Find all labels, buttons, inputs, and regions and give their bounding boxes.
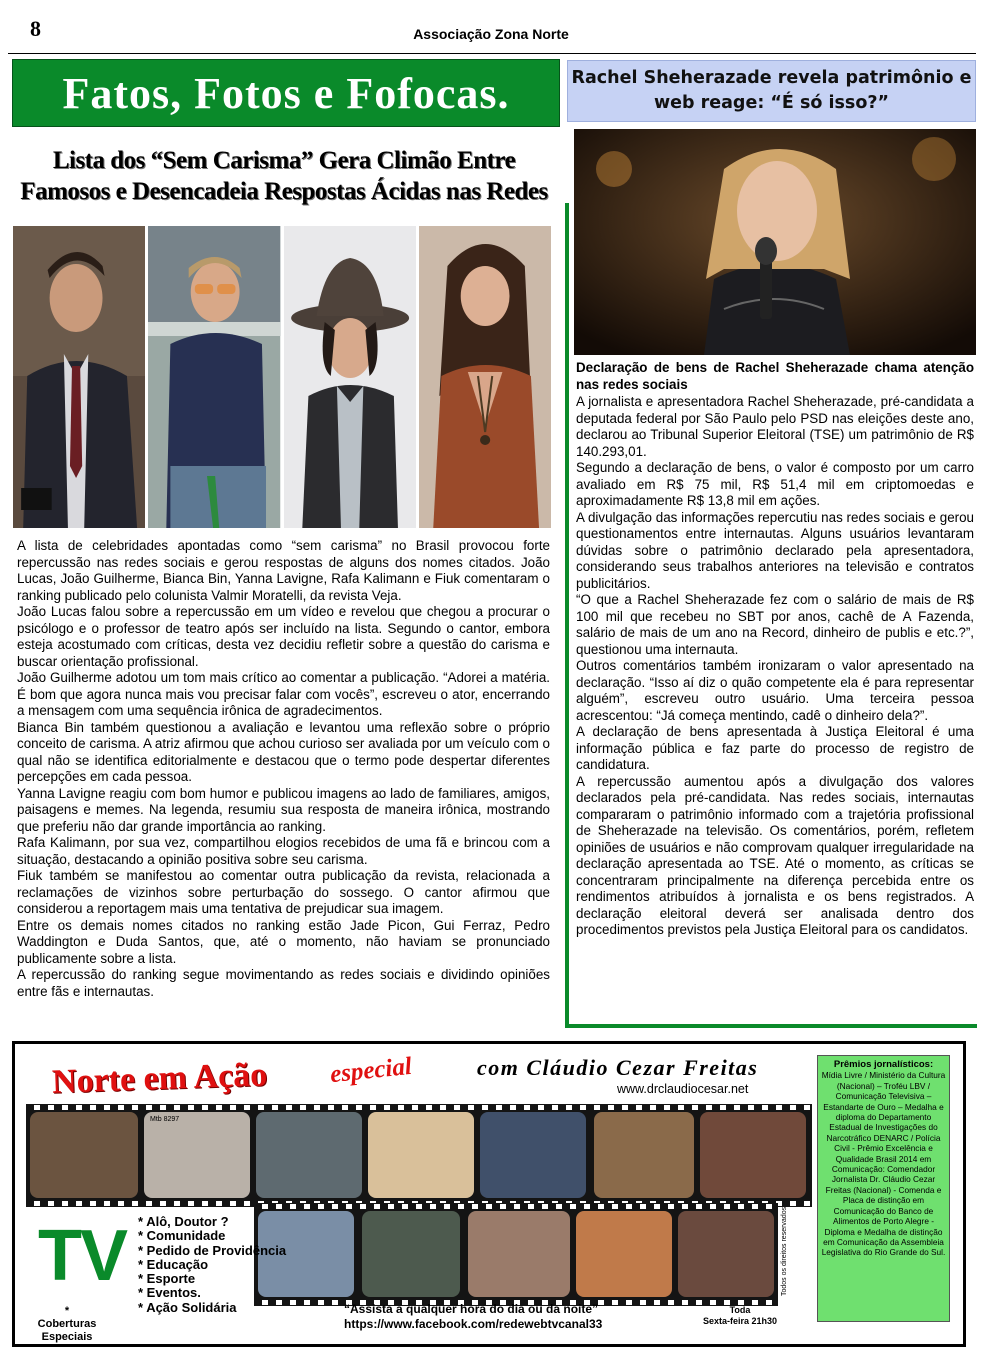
film-strip-top <box>26 1104 812 1207</box>
photo-man-suit <box>13 226 145 528</box>
thumbnail-photo <box>468 1211 570 1297</box>
thumbnail-photo <box>678 1211 774 1297</box>
program-item: * Comunidade <box>138 1228 226 1244</box>
program-item: * Pedido de Providência <box>138 1242 287 1258</box>
left-paragraph: João Lucas falou sobre a repercussão em um vídeo e revelou que chegou a procurar o psicólogo e o professor de teatro após ser incluído na lista. Segundo o cantor, embora esteja acostumado com críticas, desta vez decidiu refletir sobre a questão do carisma e buscar orientação profissional. <box>17 604 550 669</box>
thumbnail-photo <box>30 1112 138 1198</box>
ad-host: com Cláudio Cezar Freitas <box>477 1055 759 1080</box>
publication-name: Associação Zona Norte <box>413 26 569 42</box>
prizes-box <box>817 1055 950 1322</box>
right-title-box <box>567 60 976 122</box>
tv-logo: TV <box>38 1216 127 1296</box>
left-headline: Lista dos “Sem Carisma” Gera Climão Entre Famosos e Desencadeia Respostas Ácidas nas Redes <box>20 147 548 205</box>
film-strip-bottom <box>254 1203 778 1306</box>
left-paragraph: Fiuk também se manifestou ao comentar outra publicação da revista, relacionada a reclamações de vizinhos sobre perturbação do sossego. O cantor afirmou que considerou a reportagem mais uma tentativa de prejudicar sua imagem. <box>17 868 550 916</box>
thumbnail-photo <box>256 1112 362 1198</box>
photo-woman <box>419 226 551 528</box>
green-frame-horizontal <box>565 1024 977 1028</box>
program-list <box>138 1215 286 1315</box>
thumbnail-photo <box>144 1112 250 1198</box>
program-item: * Eventos. <box>138 1285 201 1301</box>
right-paragraph: Segundo a declaração de bens, o valor é composto por um carro avaliado em R$ 75 mil, R$ 51,4 mil em criptomoedas e aproximadamente R$ 13,8 mil em ações. <box>576 460 974 508</box>
thumbnail-photo <box>700 1112 806 1198</box>
film-holes <box>254 1204 778 1209</box>
schedule <box>690 1305 790 1327</box>
thumbnail-photo <box>594 1112 694 1198</box>
ad-slogan-block <box>344 1302 602 1332</box>
thumbnail-photo <box>362 1211 460 1297</box>
thumbnail-label: Mtb 8297 <box>150 1116 180 1123</box>
photo-presenter-microphone <box>574 129 976 355</box>
page-number: 8 <box>30 16 41 41</box>
right-paragraph: Outros comentários também ironizaram o valor apresentado na declaração. “Isso aí diz o quão competente ela é para representar alguém”, escreveu outro usuário. Uma terceira pessoa acrescentou: “Já começa mentindo, cadê o dinheiro dela?”. <box>576 658 974 723</box>
ad-special: especial <box>328 1052 414 1089</box>
section-banner-title: Fatos, Fotos e Fofocas. <box>62 68 510 118</box>
ad-slogan: “Assista a qualquer hora do dia ou da noite” <box>344 1302 599 1316</box>
left-paragraph: João Guilherme adotou um tom mais crítico ao comentar a publicação. “Adorei a matéria. É bom que agora nunca mais vou precisar falar com vocês”, escreveu o ator, encerrando a mensagem com uma sequência irônica de agradecimentos. <box>17 670 550 718</box>
thumbnail-photo <box>368 1112 474 1198</box>
left-paragraph: A repercussão do ranking segue movimentando as redes sociais e dividindo opiniões entre fãs e internautas. <box>17 967 550 999</box>
celebrity-photos <box>13 226 551 528</box>
right-caption: Declaração de bens de Rachel Sheherazade chama atenção nas redes sociais <box>576 360 974 392</box>
program-item: * Ação Solidária <box>138 1299 237 1315</box>
left-paragraph: Rafa Kalimann, por sua vez, compartilhou elogios recebidos de uma fã e brincou com a situação, destacando a opinião positiva sobre seu carisma. <box>17 835 550 867</box>
left-paragraph: Entre os demais nomes citados no ranking estão Jade Picon, Gui Ferraz, Pedro Waddington e Duda Santos, que, até o momento, não haviam se pronunciado publicamente sobre a lista. <box>17 917 550 966</box>
thumbnail-photo <box>480 1112 586 1198</box>
coberturas-especiais: * Coberturas Especiais <box>37 1305 97 1343</box>
program-item: * Alô, Doutor ? <box>138 1214 229 1229</box>
schedule-line: Sexta-feira 21h30 <box>702 1316 778 1326</box>
rights-notice: Todos os direitos reservados <box>781 1206 788 1296</box>
left-paragraph: Yanna Lavigne reagiu com bom humor e publicou imagens ao lado de familiares, amigos, paisagens e memes. Na legenda, resumiu sua resposta de maneira irônica, mostrando que preferiu não dar grande importância ao ranking. <box>17 785 550 834</box>
photo-man-sunglasses <box>148 226 280 528</box>
right-paragraph: “O que a Rachel Sheherazade fez com o salário de mais de R$ 100 mil que recebeu no SBT por anos, cachê de A Fazenda, salário de mais de um ano na Record, dinheiro de publis e etc.?”, questionou uma internauta. <box>576 592 974 657</box>
section-banner <box>12 59 560 127</box>
header-rule <box>8 53 976 54</box>
film-holes <box>26 1105 812 1110</box>
left-paragraph: Bianca Bin também questionou a avaliação e levantou uma reflexão sobre o próprio conceito de carisma. A atriz afirmou que achou curioso ser avaliada por um veículo com o qual não se identifica editorialmente e destacou que o termo pode despertar diferentes percepções em cada pessoa. <box>17 719 550 784</box>
ad-website[interactable]: www.drclaudiocesar.net <box>617 1082 749 1096</box>
right-paragraph: A divulgação das informações repercutiu nas redes sociais e gerou questionamentos entre internautas. Alguns usuários levantaram dúvidas sobre o patrimônio declarado pela apresentadora, considerando seus trabalhos anteriores na televisão e contratos publicitários. <box>576 509 974 591</box>
thumbnail-photo <box>576 1211 672 1297</box>
right-paragraph: A repercussão aumentou após a divulgação dos valores declarados pela pré-candidata. Nas redes sociais, internautas compararam o patrimônio informado com a trajetória profissional de Sheherazade na televisão. Os comentários, porém, refletem opiniões de usuários e não comprovam qualquer irregularidade na declaração apresentada ao TSE. Até o momento, as críticas se concentraram principalmente na diferença percebida entre os rendimentos atribuídos à jornalista e os bens registrados. A declaração eleitoral deverá ser analisada dentro dos procedimentos previstos pela Justiça Eleitoral para os candidatos. <box>576 773 974 937</box>
prizes-text: Mídia Livre / Ministério da Cultura (Nacional) – Troféu LBV / Comunicação Televisiva – Estandarte de Ouro – Medalha e diploma do Departamento Estadual de Investigações do Narcotráfico DENARC / Polícia Civil - Prêmio Excelência e Qualidade Brasil 2014 em Comunicação: Comendador Jornalista Dr. Cláudio Cezar Freitas (Nacional) - Comenda e Placa de distinção em Comunicação do Banco de Alimentos de Porto Alegre - Diploma e Medalha de distinção em Comunicação da Assembleia Legislativa do Rio Grande do Sul. <box>821 1070 946 1258</box>
right-paragraph: A jornalista e apresentadora Rachel Sheherazade, pré-candidata a deputada federal por São Paulo pelo PSD nas eleições deste ano, declarou ao Tribunal Superior Eleitoral (TSE) um patrimônio de R$ 140.293,01. <box>576 394 974 459</box>
ad-title: Norte em Ação <box>51 1056 268 1101</box>
right-paragraph: A declaração de bens apresentada à Justiça Eleitoral é uma informação pública e faz parte do processo de registro de candidatura. <box>576 724 974 772</box>
left-article-body <box>17 538 550 1000</box>
photo-man-hat <box>284 226 416 528</box>
right-article-body <box>576 394 974 939</box>
left-paragraph: A lista de celebridades apontadas como “sem carisma” no Brasil provocou forte repercussão nas redes sociais e gerou respostas de alguns dos nomes citados. João Lucas, João Guilherme, Bianca Bin, Yanna Lavigne, Rafa Kalimann e Fiuk comentaram o ranking publicado pelo colunista Valmir Moratelli, da revista Veja. <box>17 538 550 603</box>
program-item: * Esporte <box>138 1271 196 1287</box>
facebook-link[interactable]: https://www.facebook.com/redewebtvcanal33 <box>344 1317 603 1331</box>
schedule-line: Toda <box>729 1305 751 1315</box>
green-frame-vertical <box>565 203 569 1028</box>
program-item: * Educação <box>138 1256 209 1272</box>
right-title: Rachel Sheherazade revela patrimônio e web reage: “É só isso?” <box>571 68 972 113</box>
prizes-title: Prêmios jornalísticos: <box>833 1059 934 1070</box>
